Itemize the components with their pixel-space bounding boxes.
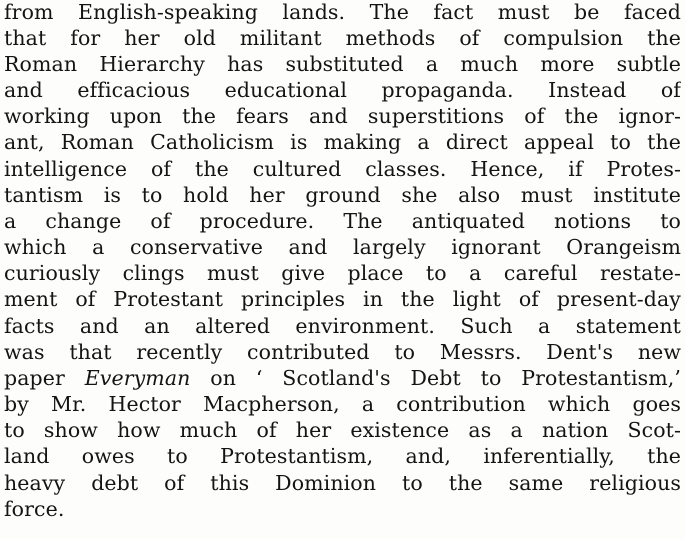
text-line-15 (4, 366, 681, 391)
text-line-11: curiously clings must give place to a careful restate- (4, 261, 681, 285)
text-line-20: force. (4, 497, 65, 521)
text-line-13: facts and an altered environment. Such a statement (4, 314, 681, 338)
text-line-4: and efficacious educational propaganda. Instead of (4, 78, 681, 102)
text-line-5: working upon the fears and superstitions of the ignor- (4, 104, 681, 128)
text-line-9: a change of procedure. The antiquated notions to (4, 209, 681, 233)
text-line-16: by Mr. Hector Macpherson, a contribution which goes (4, 392, 681, 416)
text-line-14: was that recently contributed to Messrs. Dent's new (4, 340, 681, 364)
text-line-15-start: paper (4, 366, 85, 390)
publication-title: Everyman (84, 366, 191, 390)
text-line-8: tantism is to hold her ground she also must institute (4, 183, 681, 207)
text-line-19: heavy debt of this Dominion to the same religious (4, 471, 681, 495)
text-line-6: ant, Roman Catholicism is making a direct appeal to the (4, 130, 681, 154)
text-line-1: from English-speaking lands. The fact must be faced (4, 0, 681, 24)
text-line-3: Roman Hierarchy has substituted a much more subtle (4, 52, 681, 76)
text-line-2: that for her old militant methods of compulsion the (4, 26, 681, 50)
text-line-15-end: on ‘ Scotland's Debt to Protestantism,’ (190, 366, 681, 390)
text-line-12: ment of Protestant principles in the light of present-day (4, 287, 681, 311)
text-line-7: intelligence of the cultured classes. Hence, if Protes- (4, 157, 681, 181)
text-line-10: which a conservative and largely ignorant Orangeism (4, 235, 681, 259)
text-line-18: land owes to Protestantism, and, inferentially, the (4, 444, 681, 468)
text-line-17: to show how much of her existence as a nation Scot- (4, 418, 681, 442)
